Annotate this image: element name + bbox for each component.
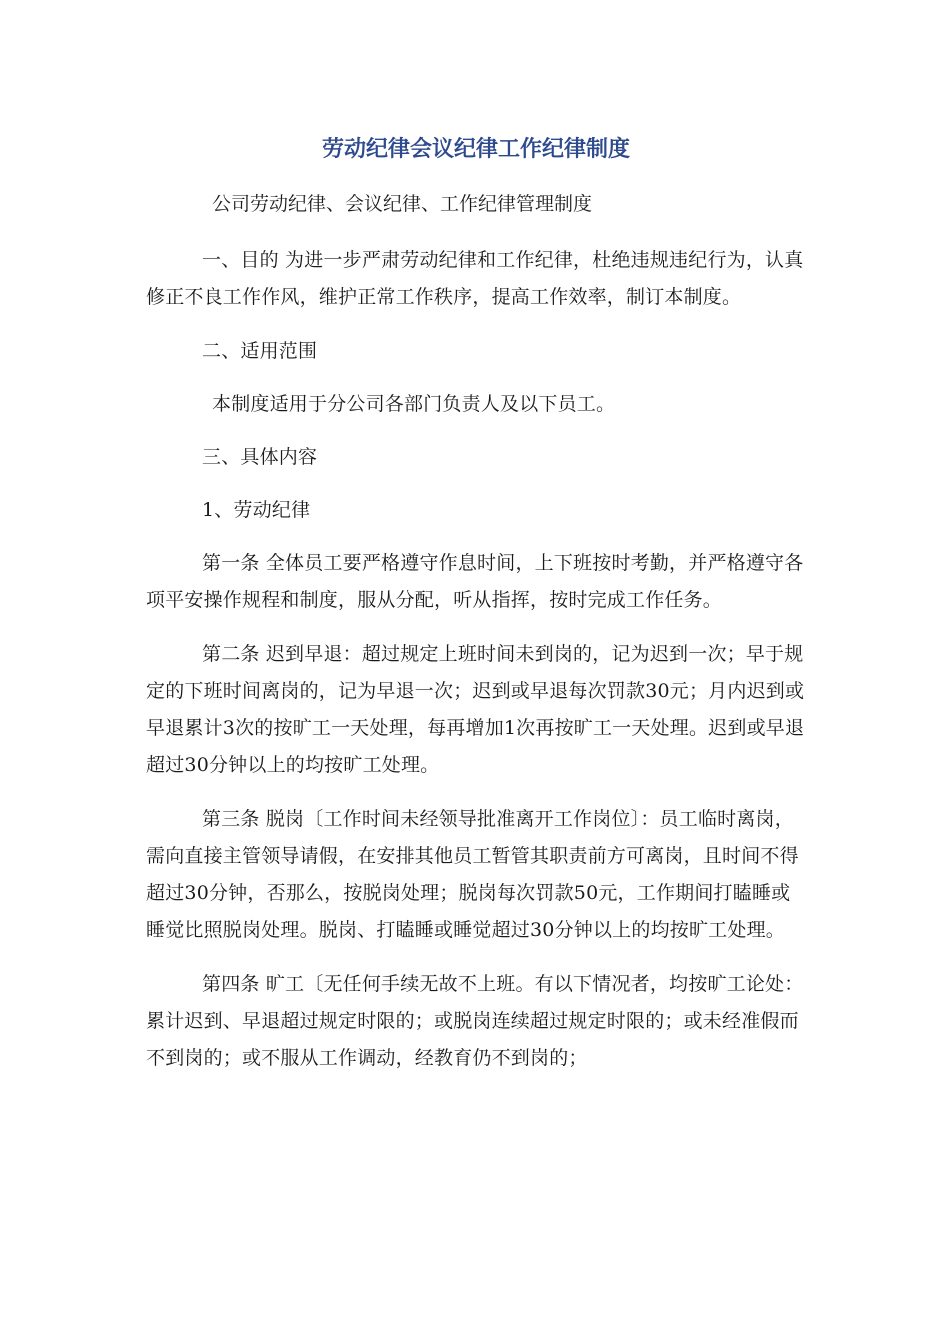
paragraph-article-2: 第二条 迟到早退：超过规定上班时间未到岗的，记为迟到一次；早于规定的下班时间离岗的，记为早退一次；迟到或早退每次罚款30元；月内迟到或早退累计3次的按旷工一天处理，每再增加1次再按旷工一天处理。迟到或早退超过30分钟以上的均按旷工处理。 <box>146 643 805 776</box>
paragraph-content-heading: 三、具体内容 <box>202 446 318 468</box>
paragraph-article-4: 第四条 旷工〔无任何手续无故不上班。有以下情况者，均按旷工论处：累计迟到、早退超过规定时限的；或脱岗连续超过规定时限的；或未经准假而不到岗的；或不服从工作调动，经教育仍不到岗的； <box>146 973 804 1069</box>
paragraph-article-1: 第一条 全体员工要严格遵守作息时间，上下班按时考勤，并严格遵守各项平安操作规程和制度，服从分配，听从指挥，按时完成工作任务。 <box>146 552 804 611</box>
paragraph-scope-heading: 二、适用范围 <box>202 340 318 362</box>
paragraph-article-3: 第三条 脱岗〔工作时间未经领导批准离开工作岗位〕：员工临时离岗，需向直接主管领导请假，在安排其他员工暂管其职责前方可离岗，且时间不得超过30分钟，否那么，按脱岗处理；脱岗每次罚款50元，工作期间打瞌睡或睡觉比照脱岗处理。脱岗、打瞌睡或睡觉超过30分钟以上的均按旷工处理。 <box>146 808 799 941</box>
document-subtitle: 公司劳动纪律、会议纪律、工作纪律管理制度 <box>212 193 593 215</box>
paragraph-purpose: 一、目的 为进一步严肃劳动纪律和工作纪律，杜绝违规违纪行为，认真修正不良工作作风，维护正常工作秩序，提高工作效率，制订本制度。 <box>146 249 804 308</box>
document-title: 劳动纪律会议纪律工作纪律制度 <box>321 137 630 162</box>
document-page <box>146 132 806 1094</box>
paragraph-scope: 本制度适用于分公司各部门负责人及以下员工。 <box>212 393 616 415</box>
paragraph-labor-heading: 1、劳动纪律 <box>202 499 311 521</box>
